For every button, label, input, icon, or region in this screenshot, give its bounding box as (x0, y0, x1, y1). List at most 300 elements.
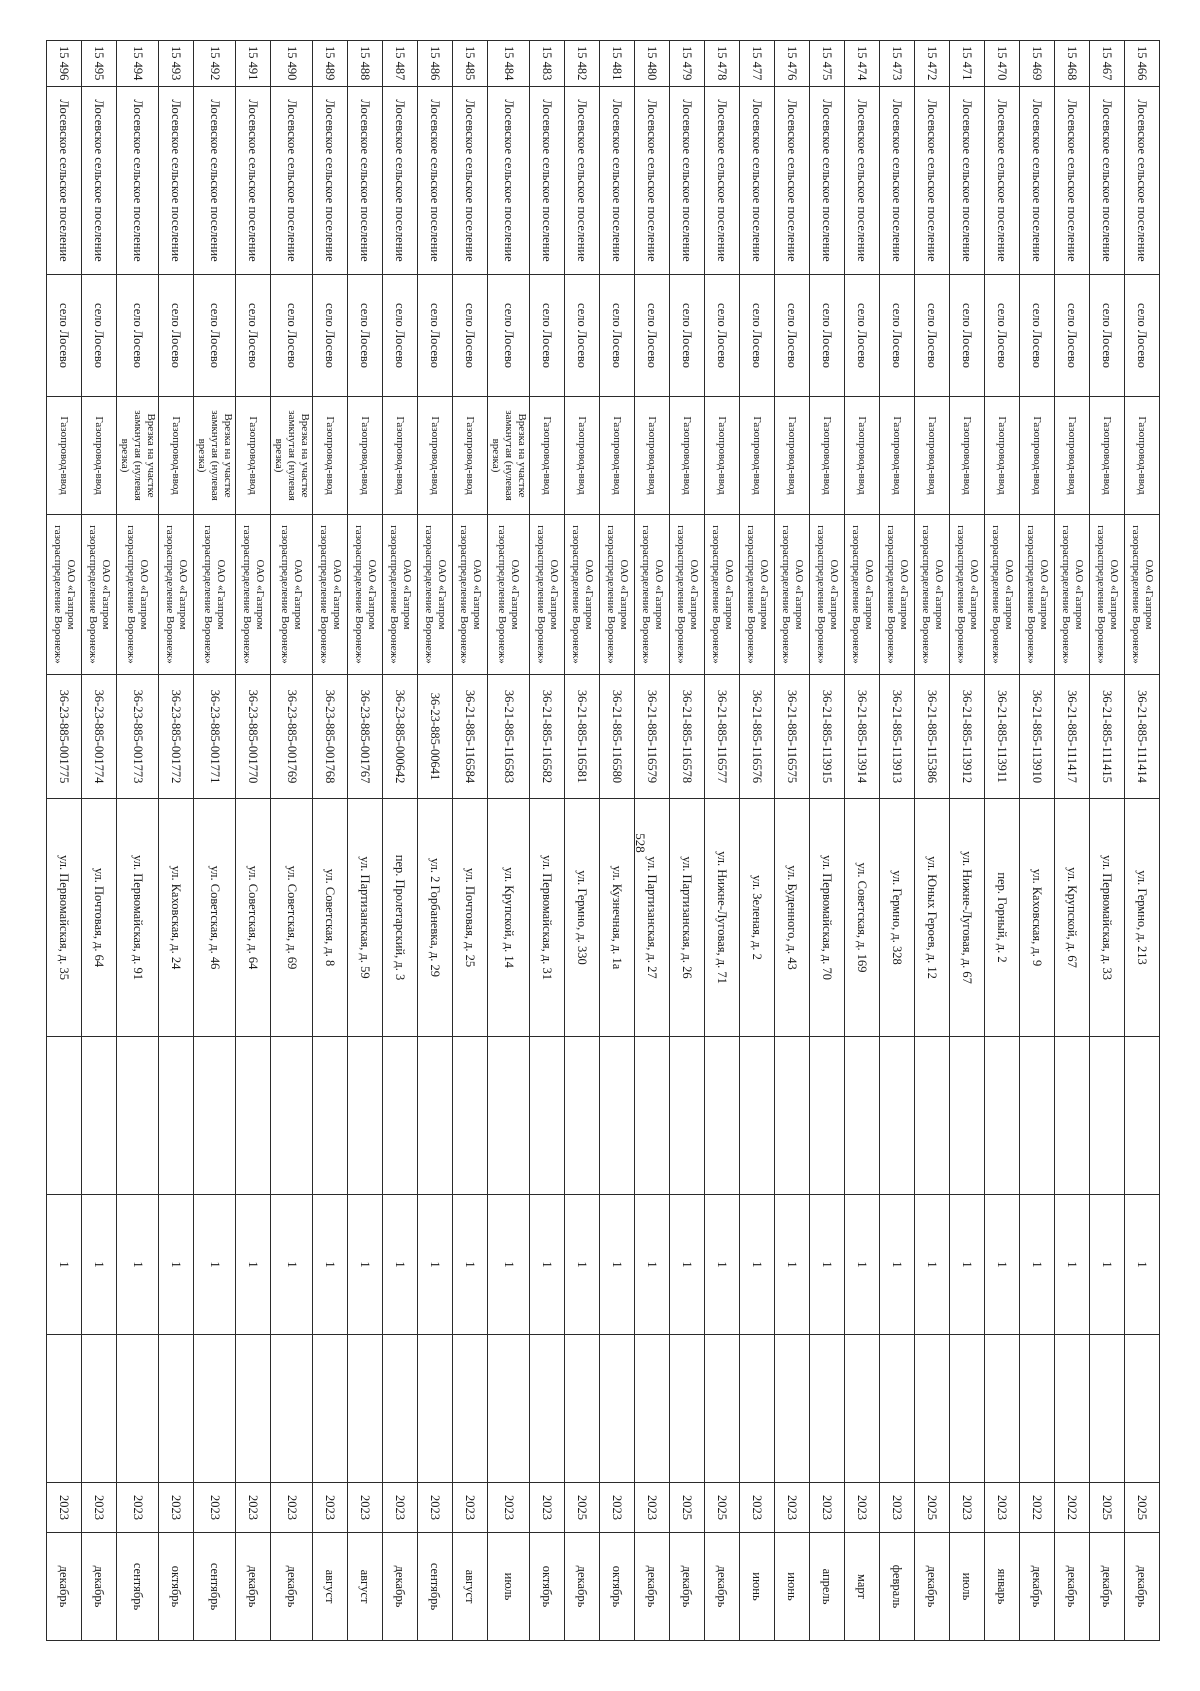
object-type-cell: Газопровод-ввод (915, 397, 950, 515)
registry-number-cell: 36-21-885-111414 (1125, 675, 1160, 799)
table-row (810, 41, 845, 1641)
settlement-cell: село Лосево (271, 275, 313, 397)
blank-column-2-cell (565, 1335, 600, 1483)
registry-number-cell: 36-23-885-000642 (383, 675, 418, 799)
settlement-cell: село Лосево (565, 275, 600, 397)
blank-column-cell (159, 1037, 194, 1195)
blank-column-2-cell (1020, 1335, 1055, 1483)
blank-column-2-cell (600, 1335, 635, 1483)
quantity-cell: 1 (348, 1195, 383, 1335)
quantity-cell: 1 (47, 1195, 82, 1335)
settlement-cell: село Лосево (635, 275, 670, 397)
row-number-cell: 15 493 (159, 41, 194, 87)
table-row (117, 41, 159, 1641)
blank-column-cell (600, 1037, 635, 1195)
address-cell: ул. 2 Горбаневка, д. 29 (418, 799, 453, 1037)
table-row (670, 41, 705, 1641)
row-number-cell: 15 480 (635, 41, 670, 87)
owner-cell: ОАО «Газпром газораспределение Воронеж» (47, 515, 82, 675)
year-cell: 2023 (845, 1483, 880, 1533)
municipality-cell: Лосевское сельское поселение (670, 87, 705, 275)
object-type-cell: Газопровод-ввод (670, 397, 705, 515)
year-cell: 2025 (915, 1483, 950, 1533)
owner-cell: ОАО «Газпром газораспределение Воронеж» (985, 515, 1020, 675)
address-cell: ул. Первомайская, д. 31 (530, 799, 565, 1037)
owner-cell: ОАО «Газпром газораспределение Воронеж» (383, 515, 418, 675)
municipality-cell: Лосевское сельское поселение (1020, 87, 1055, 275)
settlement-cell: село Лосево (1090, 275, 1125, 397)
blank-column-cell (348, 1037, 383, 1195)
year-cell: 2022 (1055, 1483, 1090, 1533)
settlement-cell: село Лосево (1020, 275, 1055, 397)
owner-cell: ОАО «Газпром газораспределение Воронеж» (1125, 515, 1160, 675)
quantity-cell: 1 (670, 1195, 705, 1335)
owner-cell: ОАО «Газпром газораспределение Воронеж» (194, 515, 236, 675)
blank-column-2-cell (194, 1335, 236, 1483)
year-cell: 2023 (775, 1483, 810, 1533)
quantity-cell: 1 (810, 1195, 845, 1335)
table-row (271, 41, 313, 1641)
address-cell: ул. Нижне-Луговая, д. 71 (705, 799, 740, 1037)
gas-pipeline-register-table (46, 40, 1160, 1641)
address-cell: ул. Почтовая, д. 25 (453, 799, 488, 1037)
owner-cell: ОАО «Газпром газораспределение Воронеж» (670, 515, 705, 675)
settlement-cell: село Лосево (1125, 275, 1160, 397)
quantity-cell: 1 (705, 1195, 740, 1335)
year-cell: 2023 (950, 1483, 985, 1533)
address-cell: ул. Советская, д. 69 (271, 799, 313, 1037)
object-type-cell: Газопровод-ввод (1020, 397, 1055, 515)
registry-number-cell: 36-21-885-116576 (740, 675, 775, 799)
table-row (453, 41, 488, 1641)
table-row (565, 41, 600, 1641)
row-number-cell: 15 491 (236, 41, 271, 87)
blank-column-cell (1020, 1037, 1055, 1195)
year-cell: 2023 (880, 1483, 915, 1533)
registry-number-cell: 36-23-885-001767 (348, 675, 383, 799)
blank-column-2-cell (47, 1335, 82, 1483)
year-cell: 2023 (348, 1483, 383, 1533)
municipality-cell: Лосевское сельское поселение (1125, 87, 1160, 275)
registry-number-cell: 36-23-885-001775 (47, 675, 82, 799)
month-cell: декабрь (236, 1533, 271, 1641)
quantity-cell: 1 (1055, 1195, 1090, 1335)
object-type-cell: Газопровод-ввод (1125, 397, 1160, 515)
object-type-cell: Газопровод-ввод (880, 397, 915, 515)
year-cell: 2023 (810, 1483, 845, 1533)
municipality-cell: Лосевское сельское поселение (47, 87, 82, 275)
blank-column-2-cell (775, 1335, 810, 1483)
blank-column-2-cell (915, 1335, 950, 1483)
row-number-cell: 15 470 (985, 41, 1020, 87)
blank-column-2-cell (705, 1335, 740, 1483)
municipality-cell: Лосевское сельское поселение (348, 87, 383, 275)
quantity-cell: 1 (600, 1195, 635, 1335)
year-cell: 2023 (271, 1483, 313, 1533)
row-number-cell: 15 490 (271, 41, 313, 87)
table-row (880, 41, 915, 1641)
settlement-cell: село Лосево (670, 275, 705, 397)
blank-column-2-cell (313, 1335, 348, 1483)
quantity-cell: 1 (1125, 1195, 1160, 1335)
blank-column-cell (950, 1037, 985, 1195)
month-cell: июнь (775, 1533, 810, 1641)
quantity-cell: 1 (453, 1195, 488, 1335)
year-cell: 2025 (1090, 1483, 1125, 1533)
year-cell: 2023 (488, 1483, 530, 1533)
municipality-cell: Лосевское сельское поселение (117, 87, 159, 275)
address-cell: ул. Партизанская, д. 26 (670, 799, 705, 1037)
object-type-cell: Газопровод-ввод (635, 397, 670, 515)
blank-column-cell (82, 1037, 117, 1195)
quantity-cell: 1 (159, 1195, 194, 1335)
registry-number-cell: 36-23-885-001768 (313, 675, 348, 799)
row-number-cell: 15 467 (1090, 41, 1125, 87)
municipality-cell: Лосевское сельское поселение (418, 87, 453, 275)
address-cell: ул. Почтовая, д. 64 (82, 799, 117, 1037)
month-cell: сентябрь (117, 1533, 159, 1641)
address-cell: пер. Горный, д. 2 (985, 799, 1020, 1037)
address-cell: ул. Каховская, д. 24 (159, 799, 194, 1037)
quantity-cell: 1 (565, 1195, 600, 1335)
owner-cell: ОАО «Газпром газораспределение Воронеж» (915, 515, 950, 675)
year-cell: 2025 (1125, 1483, 1160, 1533)
month-cell: декабрь (1090, 1533, 1125, 1641)
settlement-cell: село Лосево (1055, 275, 1090, 397)
row-number-cell: 15 471 (950, 41, 985, 87)
year-cell: 2025 (565, 1483, 600, 1533)
municipality-cell: Лосевское сельское поселение (565, 87, 600, 275)
year-cell: 2023 (418, 1483, 453, 1533)
address-cell: ул. Крупской, д. 67 (1055, 799, 1090, 1037)
object-type-cell: Газопровод-ввод (1055, 397, 1090, 515)
registry-number-cell: 36-21-885-113915 (810, 675, 845, 799)
blank-column-2-cell (1090, 1335, 1125, 1483)
registry-number-cell: 36-21-885-116579 (635, 675, 670, 799)
settlement-cell: село Лосево (159, 275, 194, 397)
owner-cell: ОАО «Газпром газораспределение Воронеж» (488, 515, 530, 675)
object-type-cell: Газопровод-ввод (950, 397, 985, 515)
year-cell: 2023 (985, 1483, 1020, 1533)
month-cell: декабрь (271, 1533, 313, 1641)
table-row (159, 41, 194, 1641)
owner-cell: ОАО «Газпром газораспределение Воронеж» (1055, 515, 1090, 675)
municipality-cell: Лосевское сельское поселение (600, 87, 635, 275)
month-cell: декабрь (82, 1533, 117, 1641)
blank-column-cell (453, 1037, 488, 1195)
month-cell: декабрь (565, 1533, 600, 1641)
municipality-cell: Лосевское сельское поселение (313, 87, 348, 275)
owner-cell: ОАО «Газпром газораспределение Воронеж» (117, 515, 159, 675)
object-type-cell: Газопровод-ввод (82, 397, 117, 515)
registry-number-cell: 36-21-885-111417 (1055, 675, 1090, 799)
blank-column-cell (488, 1037, 530, 1195)
month-cell: декабрь (1055, 1533, 1090, 1641)
year-cell: 2025 (670, 1483, 705, 1533)
table-row (236, 41, 271, 1641)
row-number-cell: 15 489 (313, 41, 348, 87)
row-number-cell: 15 487 (383, 41, 418, 87)
municipality-cell: Лосевское сельское поселение (1090, 87, 1125, 275)
owner-cell: ОАО «Газпром газораспределение Воронеж» (565, 515, 600, 675)
table-row (1090, 41, 1125, 1641)
settlement-cell: село Лосево (845, 275, 880, 397)
object-type-cell: Газопровод-ввод (236, 397, 271, 515)
row-number-cell: 15 495 (82, 41, 117, 87)
registry-number-cell: 36-21-885-116578 (670, 675, 705, 799)
month-cell: август (348, 1533, 383, 1641)
quantity-cell: 1 (313, 1195, 348, 1335)
month-cell: декабрь (705, 1533, 740, 1641)
quantity-cell: 1 (418, 1195, 453, 1335)
table-row (915, 41, 950, 1641)
table-row (313, 41, 348, 1641)
year-cell: 2023 (740, 1483, 775, 1533)
owner-cell: ОАО «Газпром газораспределение Воронеж» (950, 515, 985, 675)
blank-column-cell (47, 1037, 82, 1195)
blank-column-cell (1125, 1037, 1160, 1195)
municipality-cell: Лосевское сельское поселение (82, 87, 117, 275)
blank-column-cell (670, 1037, 705, 1195)
month-cell: февраль (880, 1533, 915, 1641)
address-cell: ул. Каховская, д. 9 (1020, 799, 1055, 1037)
address-cell: ул. Юных Героев, д. 12 (915, 799, 950, 1037)
blank-column-cell (810, 1037, 845, 1195)
object-type-cell: Врезка на участке замкнутая (нулевая врезка) (271, 397, 313, 515)
quantity-cell: 1 (845, 1195, 880, 1335)
row-number-cell: 15 477 (740, 41, 775, 87)
registry-number-cell: 36-21-885-116575 (775, 675, 810, 799)
owner-cell: ОАО «Газпром газораспределение Воронеж» (82, 515, 117, 675)
row-number-cell: 15 482 (565, 41, 600, 87)
year-cell: 2023 (313, 1483, 348, 1533)
blank-column-cell (705, 1037, 740, 1195)
registry-number-cell: 36-21-885-116584 (453, 675, 488, 799)
row-number-cell: 15 494 (117, 41, 159, 87)
blank-column-2-cell (880, 1335, 915, 1483)
owner-cell: ОАО «Газпром газораспределение Воронеж» (705, 515, 740, 675)
row-number-cell: 15 488 (348, 41, 383, 87)
municipality-cell: Лосевское сельское поселение (845, 87, 880, 275)
quantity-cell: 1 (488, 1195, 530, 1335)
quantity-cell: 1 (236, 1195, 271, 1335)
settlement-cell: село Лосево (810, 275, 845, 397)
object-type-cell: Газопровод-ввод (159, 397, 194, 515)
object-type-cell: Газопровод-ввод (985, 397, 1020, 515)
object-type-cell: Газопровод-ввод (418, 397, 453, 515)
row-number-cell: 15 473 (880, 41, 915, 87)
table-row (530, 41, 565, 1641)
municipality-cell: Лосевское сельское поселение (740, 87, 775, 275)
owner-cell: ОАО «Газпром газораспределение Воронеж» (600, 515, 635, 675)
address-cell: ул. Первомайская, д. 35 (47, 799, 82, 1037)
blank-column-cell (985, 1037, 1020, 1195)
address-cell: ул. Советская, д. 46 (194, 799, 236, 1037)
blank-column-2-cell (530, 1335, 565, 1483)
municipality-cell: Лосевское сельское поселение (194, 87, 236, 275)
municipality-cell: Лосевское сельское поселение (810, 87, 845, 275)
owner-cell: ОАО «Газпром газораспределение Воронеж» (453, 515, 488, 675)
owner-cell: ОАО «Газпром газораспределение Воронеж» (635, 515, 670, 675)
table-row (47, 41, 82, 1641)
address-cell: ул. Буденного, д. 43 (775, 799, 810, 1037)
address-cell: ул. Кузнечная, д. 1а (600, 799, 635, 1037)
quantity-cell: 1 (950, 1195, 985, 1335)
row-number-cell: 15 475 (810, 41, 845, 87)
owner-cell: ОАО «Газпром газораспределение Воронеж» (348, 515, 383, 675)
blank-column-2-cell (635, 1335, 670, 1483)
table-row (775, 41, 810, 1641)
blank-column-cell (845, 1037, 880, 1195)
blank-column-2-cell (845, 1335, 880, 1483)
registry-number-cell: 36-21-885-113912 (950, 675, 985, 799)
address-cell: ул. Партизанская, д. 59 (348, 799, 383, 1037)
settlement-cell: село Лосево (194, 275, 236, 397)
address-cell: ул. Зеленая, д. 2 (740, 799, 775, 1037)
quantity-cell: 1 (1090, 1195, 1125, 1335)
year-cell: 2023 (530, 1483, 565, 1533)
address-cell: ул. Гермно, д. 328 (880, 799, 915, 1037)
year-cell: 2023 (159, 1483, 194, 1533)
registry-number-cell: 36-23-885-001772 (159, 675, 194, 799)
quantity-cell: 1 (117, 1195, 159, 1335)
owner-cell: ОАО «Газпром газораспределение Воронеж» (159, 515, 194, 675)
settlement-cell: село Лосево (313, 275, 348, 397)
address-cell: ул. Советская, д. 169 (845, 799, 880, 1037)
registry-number-cell: 36-23-885-001773 (117, 675, 159, 799)
year-cell: 2023 (117, 1483, 159, 1533)
settlement-cell: село Лосево (985, 275, 1020, 397)
owner-cell: ОАО «Газпром газораспределение Воронеж» (418, 515, 453, 675)
blank-column-cell (313, 1037, 348, 1195)
address-cell: ул. Крупской, д. 14 (488, 799, 530, 1037)
month-cell: октябрь (530, 1533, 565, 1641)
blank-column-cell (740, 1037, 775, 1195)
blank-column-2-cell (950, 1335, 985, 1483)
registry-number-cell: 36-23-885-001769 (271, 675, 313, 799)
object-type-cell: Газопровод-ввод (565, 397, 600, 515)
registry-number-cell: 36-21-885-113913 (880, 675, 915, 799)
row-number-cell: 15 469 (1020, 41, 1055, 87)
settlement-cell: село Лосево (418, 275, 453, 397)
blank-column-2-cell (82, 1335, 117, 1483)
blank-column-2-cell (383, 1335, 418, 1483)
quantity-cell: 1 (985, 1195, 1020, 1335)
registry-number-cell: 36-21-885-113911 (985, 675, 1020, 799)
municipality-cell: Лосевское сельское поселение (530, 87, 565, 275)
month-cell: сентябрь (418, 1533, 453, 1641)
registry-number-cell: 36-21-885-116582 (530, 675, 565, 799)
settlement-cell: село Лосево (47, 275, 82, 397)
blank-column-2-cell (348, 1335, 383, 1483)
table-row (194, 41, 236, 1641)
blank-column-cell (383, 1037, 418, 1195)
blank-column-cell (635, 1037, 670, 1195)
municipality-cell: Лосевское сельское поселение (159, 87, 194, 275)
blank-column-2-cell (1125, 1335, 1160, 1483)
row-number-cell: 15 476 (775, 41, 810, 87)
address-cell: ул. Гермно, д. 330 (565, 799, 600, 1037)
registry-number-cell: 36-23-885-00641 (418, 675, 453, 799)
settlement-cell: село Лосево (775, 275, 810, 397)
blank-column-2-cell (159, 1335, 194, 1483)
registry-number-cell: 36-21-885-116581 (565, 675, 600, 799)
address-cell: ул. Нижне-Луговая, д. 67 (950, 799, 985, 1037)
table-row (845, 41, 880, 1641)
row-number-cell: 15 478 (705, 41, 740, 87)
settlement-cell: село Лосево (383, 275, 418, 397)
quantity-cell: 1 (880, 1195, 915, 1335)
settlement-cell: село Лосево (530, 275, 565, 397)
row-number-cell: 15 485 (453, 41, 488, 87)
settlement-cell: село Лосево (950, 275, 985, 397)
settlement-cell: село Лосево (82, 275, 117, 397)
quantity-cell: 1 (775, 1195, 810, 1335)
table-row (740, 41, 775, 1641)
row-number-cell: 15 468 (1055, 41, 1090, 87)
object-type-cell: Газопровод-ввод (47, 397, 82, 515)
page-number: 528 (633, 833, 648, 853)
owner-cell: ОАО «Газпром газораспределение Воронеж» (236, 515, 271, 675)
municipality-cell: Лосевское сельское поселение (775, 87, 810, 275)
month-cell: январь (985, 1533, 1020, 1641)
address-cell: пер. Пролетарский, д. 3 (383, 799, 418, 1037)
year-cell: 2025 (705, 1483, 740, 1533)
municipality-cell: Лосевское сельское поселение (383, 87, 418, 275)
registry-number-cell: 36-21-885-113910 (1020, 675, 1055, 799)
registry-number-cell: 36-23-885-001770 (236, 675, 271, 799)
municipality-cell: Лосевское сельское поселение (236, 87, 271, 275)
blank-column-cell (775, 1037, 810, 1195)
object-type-cell: Газопровод-ввод (348, 397, 383, 515)
municipality-cell: Лосевское сельское поселение (1055, 87, 1090, 275)
blank-column-cell (880, 1037, 915, 1195)
municipality-cell: Лосевское сельское поселение (488, 87, 530, 275)
quantity-cell: 1 (194, 1195, 236, 1335)
quantity-cell: 1 (383, 1195, 418, 1335)
blank-column-2-cell (117, 1335, 159, 1483)
row-number-cell: 15 484 (488, 41, 530, 87)
owner-cell: ОАО «Газпром газораспределение Воронеж» (271, 515, 313, 675)
object-type-cell: Газопровод-ввод (383, 397, 418, 515)
object-type-cell: Врезка на участке замкнутая (нулевая врезка) (117, 397, 159, 515)
quantity-cell: 1 (915, 1195, 950, 1335)
registry-number-cell: 36-21-885-113914 (845, 675, 880, 799)
object-type-cell: Газопровод-ввод (740, 397, 775, 515)
month-cell: сентябрь (194, 1533, 236, 1641)
registry-number-cell: 36-21-885-116583 (488, 675, 530, 799)
address-cell: ул. Партизанская, д. 27 (635, 799, 670, 1037)
row-number-cell: 15 496 (47, 41, 82, 87)
settlement-cell: село Лосево (880, 275, 915, 397)
owner-cell: ОАО «Газпром газораспределение Воронеж» (775, 515, 810, 675)
month-cell: июль (950, 1533, 985, 1641)
owner-cell: ОАО «Газпром газораспределение Воронеж» (740, 515, 775, 675)
address-cell: ул. Гермно, д. 213 (1125, 799, 1160, 1037)
owner-cell: ОАО «Газпром газораспределение Воронеж» (1090, 515, 1125, 675)
registry-number-cell: 36-21-885-116577 (705, 675, 740, 799)
object-type-cell: Газопровод-ввод (1090, 397, 1125, 515)
year-cell: 2023 (82, 1483, 117, 1533)
blank-column-2-cell (1055, 1335, 1090, 1483)
month-cell: декабрь (670, 1533, 705, 1641)
blank-column-cell (915, 1037, 950, 1195)
blank-column-2-cell (418, 1335, 453, 1483)
municipality-cell: Лосевское сельское поселение (880, 87, 915, 275)
object-type-cell: Газопровод-ввод (600, 397, 635, 515)
registry-number-cell: 36-21-885-115386 (915, 675, 950, 799)
settlement-cell: село Лосево (705, 275, 740, 397)
